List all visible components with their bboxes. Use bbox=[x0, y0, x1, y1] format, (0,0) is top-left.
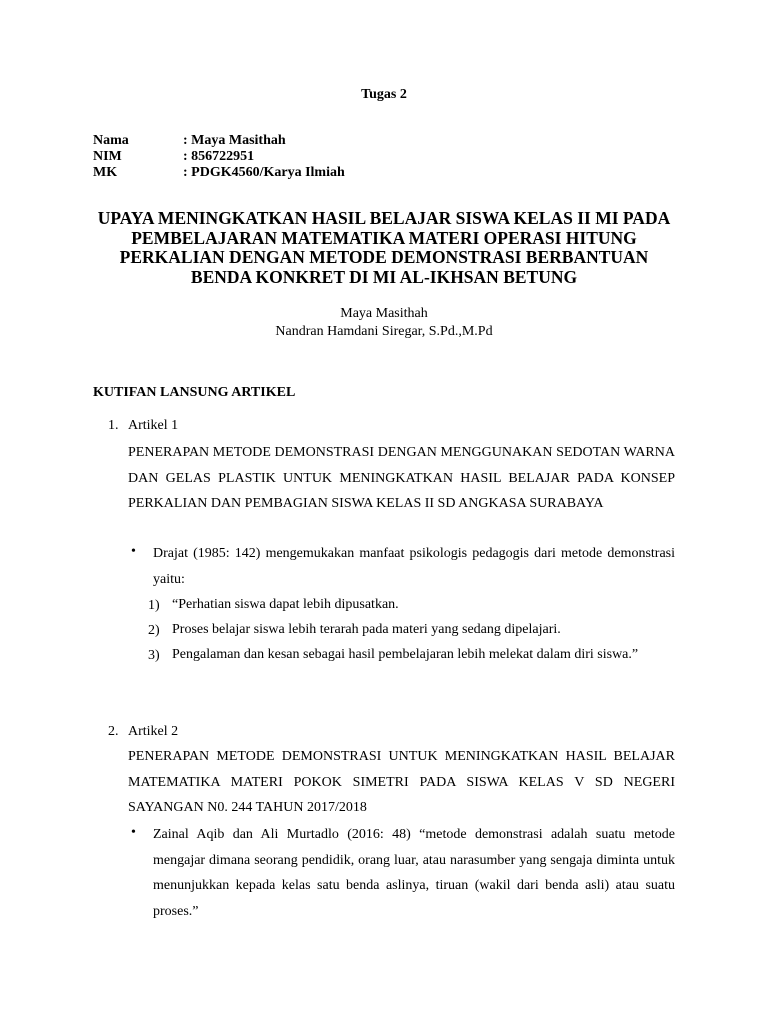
point-number: 3) bbox=[148, 648, 160, 663]
info-label: Nama bbox=[93, 133, 129, 148]
article-title: PENERAPAN METODE DEMONSTRASI UNTUK MENINGKATKAN HASIL BELAJAR MATEMATIKA MATERI POKOK SIMETRI PADA SISWA KELAS V SD NEGERI SAYANGAN N0. 244 TAHUN 2017/2018 bbox=[128, 749, 675, 815]
article-quote: Zainal Aqib dan Ali Murtadlo (2016: 48) “metode demonstrasi adalah suatu metode mengajar dimana seorang pendidik, orang luar, atau narasumber yang sengaja diminta untuk menunjukkan kepada kelas satu benda aslinya, tiruan (wakil dari benda asli) atau suatu proses.” bbox=[153, 827, 675, 919]
task-title: Tugas 2 bbox=[361, 87, 407, 102]
main-title: UPAYA MENINGKATKAN HASIL BELAJAR SISWA KELAS II MI PADA PEMBELAJARAN MATEMATIKA MATERI OPERASI HITUNG PERKALIAN DENGAN METODE DEMONSTRASI BERBANTUAN BENDA KONKRET DI MI AL-IKHSAN BETUNG bbox=[97, 208, 671, 287]
article-label: Artikel 1 bbox=[128, 418, 179, 433]
info-value: : Maya Masithah bbox=[183, 133, 286, 148]
section-heading: KUTIFAN LANSUNG ARTIKEL bbox=[93, 385, 296, 400]
advisor-name: Nandran Hamdani Siregar, S.Pd.,M.Pd bbox=[275, 324, 493, 339]
point-number: 2) bbox=[148, 623, 160, 638]
bullet-icon: • bbox=[131, 544, 136, 559]
article-number: 2. bbox=[108, 724, 119, 739]
author-name: Maya Masithah bbox=[340, 306, 428, 321]
info-row-nim bbox=[93, 149, 254, 165]
info-label: MK bbox=[93, 165, 118, 180]
point-number: 1) bbox=[148, 598, 160, 613]
bullet-icon: • bbox=[131, 825, 136, 840]
article-title: PENERAPAN METODE DEMONSTRASI DENGAN MENGGUNAKAN SEDOTAN WARNA DAN GELAS PLASTIK UNTUK MENINGKATKAN HASIL BELAJAR PADA KONSEP PERKALIAN DAN PEMBAGIAN SISWA KELAS II SD ANGKASA SURABAYA bbox=[128, 445, 675, 511]
info-row-name bbox=[93, 133, 286, 149]
info-row-mk bbox=[93, 165, 345, 181]
info-value: : PDGK4560/Karya Ilmiah bbox=[183, 165, 345, 180]
article-number: 1. bbox=[108, 418, 119, 433]
point-text: Proses belajar siswa lebih terarah pada materi yang sedang dipelajari. bbox=[172, 622, 561, 637]
point-text: “Perhatian siswa dapat lebih dipusatkan. bbox=[172, 597, 399, 612]
article-label: Artikel 2 bbox=[128, 724, 179, 739]
point-text: Pengalaman dan kesan sebagai hasil pembelajaran lebih melekat dalam diri siswa.” bbox=[172, 647, 639, 662]
article-quote: Drajat (1985: 142) mengemukakan manfaat psikologis pedagogis dari metode demonstrasi yaitu: bbox=[153, 546, 675, 587]
info-label: NIM bbox=[93, 149, 122, 164]
info-value: : 856722951 bbox=[183, 149, 255, 164]
